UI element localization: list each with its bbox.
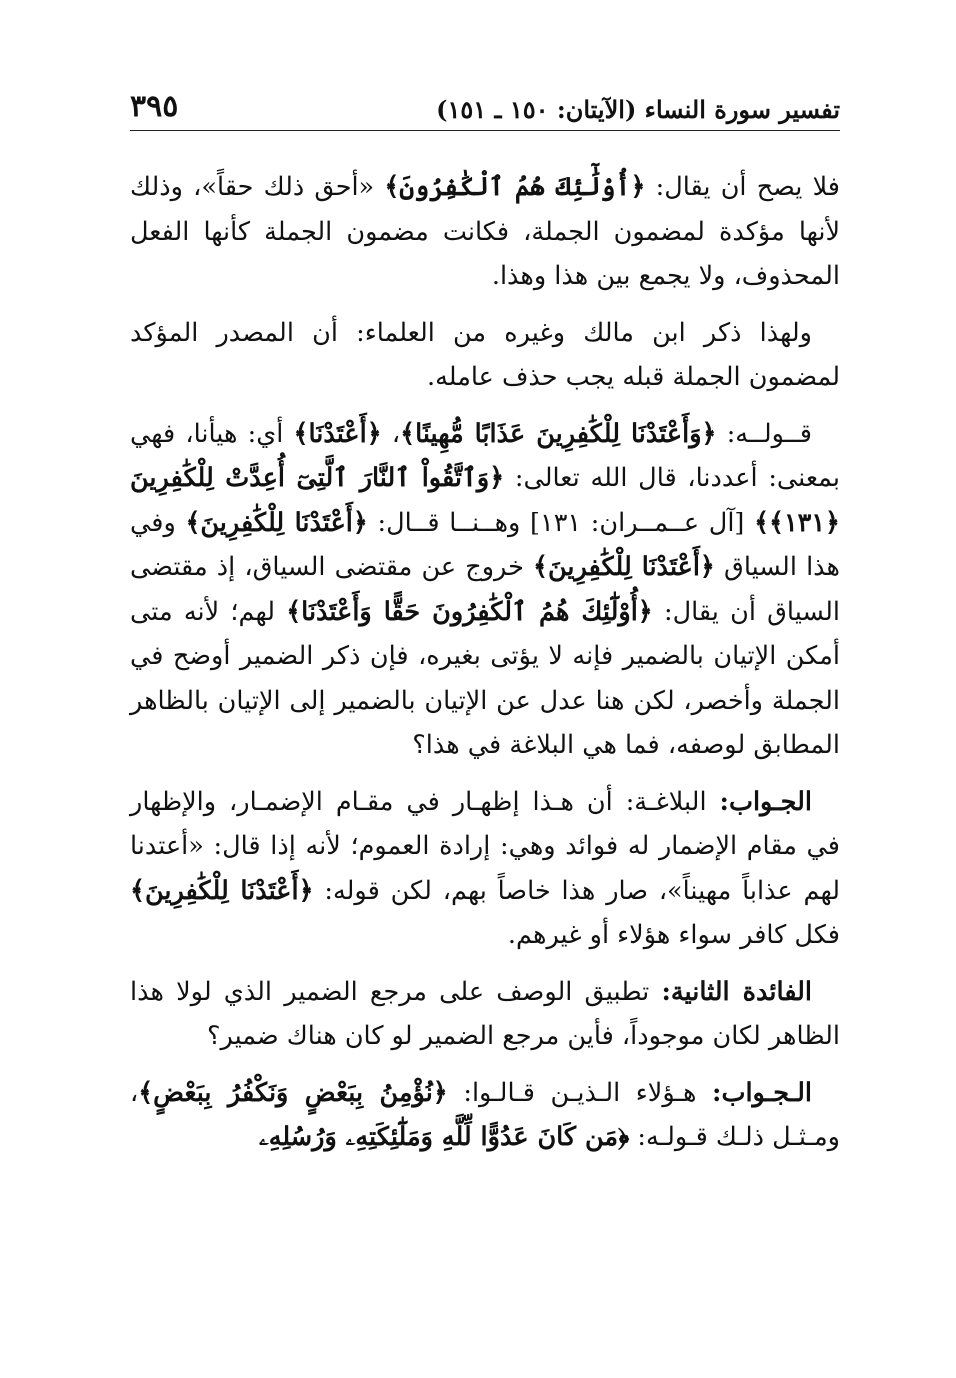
text-segment: وفي هذا السياق [130,507,841,582]
paragraph [130,780,840,958]
text-segment: فكل كافر سواء هؤلاء أو غيرهم. [507,920,840,950]
quran-quote: ﴿أَعْتَدْنَا لِلْكَٰفِرِينَ﴾ [533,552,715,582]
quran-quote: ﴿وَأَعْتَدْنَا لِلْكَٰفِرِينَ عَذَابًا مُّهِينًا﴾ [400,418,717,449]
text-segment: «أحق ذلك حقاً»، وذلك لأنها مؤكدة لمضمون الجملة، فكانت مضمون الجملة كأنها الفعل المحذوف، ولا يجمع بين هذا وهذا. [130,172,840,291]
text-segment: تطبيق الوصف على مرجع الضمير الذي لولا هذا الظاهر لكان موجوداً، فأين مرجع الضمير لو كان هناك ضمير؟ [130,976,840,1051]
quran-quote: ﴿نُؤْمِنُ بِبَعْضٍ وَنَكْفُرُ بِبَعْضٍ﴾ [138,1077,448,1108]
quran-quote: ﴿أَعْتَدْنَا لِلْكَٰفِرِينَ﴾ [185,507,368,538]
benefit-heading: الفائدة الثانية: [661,976,812,1007]
running-title: تفسير سورة النساء (الآيتان: ١٥٠ ـ ١٥١) [436,95,840,124]
paragraph [130,165,840,299]
paragraph [130,412,840,768]
quran-quote: ﴿أُوْلَٰٓئِكَ هُمُ ٱلْكَٰفِرُونَ﴾ [384,172,646,202]
text-segment: أي: هيأنا، فهي بمعنى: أعددنا، قال الله تعالى: [130,418,840,493]
text-segment: لهم؛ لأنه متى أمكن الإتيان بالضمير فإنه لا يؤتى بغيره، فإن ذكر الضمير أوضح في الجملة وأخصر، لكن هنا عدل عن الإتيان بالضمير إلى الإتيان بالظاهر المطابق لوصفه، فما هي البلاغة في هذا؟ [130,596,840,760]
text-segment: البلاغـة: أن هـذا إظهـار في مقـام الإضمـار، والإظهار في مقام الإضمار له فوائد وهي: إرادة العموم؛ لأنه إذا قال: «أعتدنا لهم عذاباً مهيناً»، صار هذا خاصاً بهم، لكن قوله: [130,786,840,906]
quran-quote: ﴿مَن كَانَ عَدُوًّا لِّلَّهِ وَمَلَٰٓئِكَتِهِۦ وَرُسُلِهِۦ [259,1122,630,1152]
text-segment: ولهذا ذكر ابن مالك وغيره من العلماء: أن المصدر المؤكد لمضمون الجملة قبله يجب حذف عامله. [130,317,840,392]
paragraph [130,970,840,1059]
paragraph [130,311,840,400]
book-page [130,80,840,1320]
paragraph [130,1071,840,1160]
text-segment: ، ومـثـل ذلـك قـولـه: [130,1077,840,1152]
quran-quote: ﴿أَعْتَدْنَا لِلْكَٰفِرِينَ﴾ [130,875,314,906]
text-segment: قــولــه: [716,418,812,449]
page-number: ٣٩٥ [130,89,179,124]
quran-quote: ﴿أُوْلَٰٓئِكَ هُمُ ٱلْكَٰفِرُونَ حَقًّا وَأَعْتَدْنَا﴾ [286,596,653,627]
body-text [130,165,840,1160]
quran-quote: ﴿وَٱتَّقُواْ ٱلنَّارَ ٱلَّتِىٓ أُعِدَّتْ لِلْكَٰفِرِينَ ﴿١٣١﴾﴾ [130,463,840,538]
text-segment: ، [381,418,401,449]
answer-heading: الجـواب: [719,786,812,817]
answer-heading: الـجـواب: [712,1077,812,1108]
text-segment: خروج عن مقتضى السياق، إذ مقتضى السياق أن يقال: [130,552,840,627]
header-rule [130,130,840,131]
quran-quote: ﴿أَعْتَدْنَا﴾ [293,418,382,449]
text-segment: فلا يصح أن يقال: [645,172,840,202]
running-header [130,80,840,124]
text-segment: [آل عــمــران: ١٣١] وهــنــا قــال: [367,507,755,538]
text-segment: هـؤلاء الـذيـن قـالـوا: [447,1077,713,1108]
